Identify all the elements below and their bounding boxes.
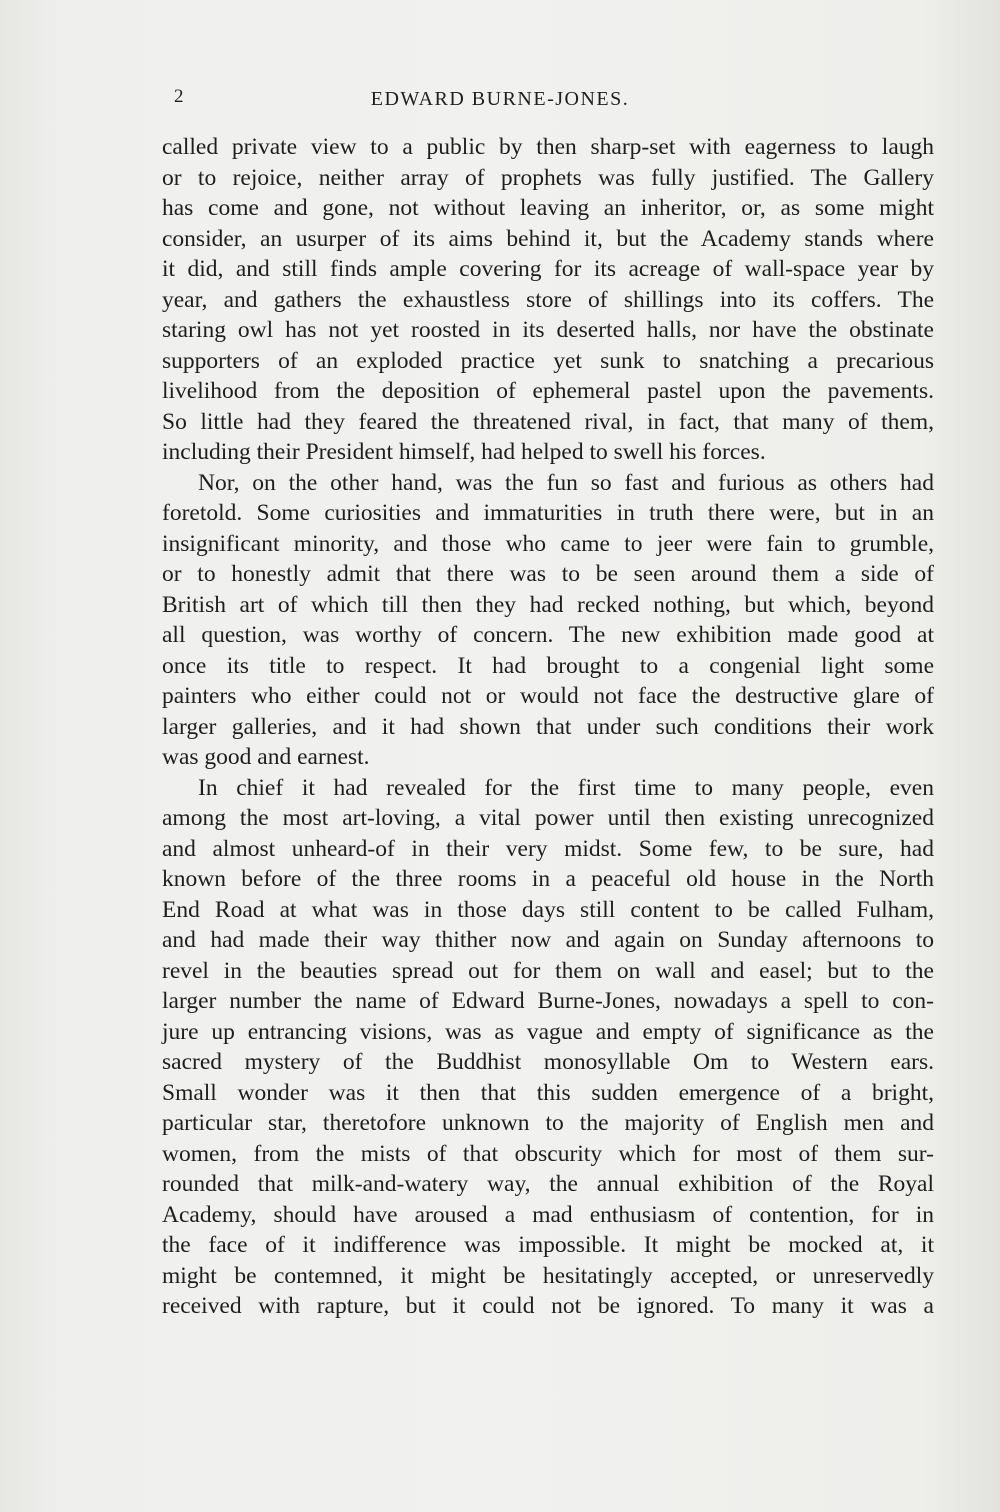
text-line: larger galleries, and it had shown that under such conditions their work [162,713,934,740]
body-text [162,132,934,1322]
text-line: received with rapture, but it could not be ignored. To many it was a [162,1293,934,1319]
paragraph-3 [162,773,934,1322]
text-line: or to honestly admit that there was to be seen around them a side of [162,561,934,587]
page-number: 2 [174,86,184,107]
text-line: Small wonder was it then that this sudden emergence of a bright, [162,1079,934,1106]
text-line: including their President himself, had helped to swell his forces. [162,439,766,465]
text-line: So little had they feared the threatened rival, in fact, that many of them, [162,408,934,435]
text-line: and almost unheard-of in their very midst. Some few, to be sure, had [162,835,934,862]
text-line: and had made their way thither now and again on Sunday afternoons to [162,927,934,953]
text-line: jure up entrancing visions, was as vague and empty of significance as the [162,1018,934,1045]
text-line: was good and earnest. [162,744,370,770]
text-line: consider, an usurper of its aims behind it, but the Academy stands where [162,225,934,252]
text-line: women, from the mists of that obscurity which for most of them sur- [162,1140,934,1167]
text-line: once its title to respect. It had brought to a congenial light some [162,652,934,679]
text-line: painters who either could not or would not face the destructive glare of [162,683,934,709]
text-line: End Road at what was in those days still content to be called Fulham, [162,896,934,923]
text-line: insignificant minority, and those who came to jeer were fain to grumble, [162,530,934,557]
text-line: British art of which till then they had recked nothing, but which, beyond [162,591,934,618]
text-line: Academy, should have aroused a mad enthusiasm of contention, for in [162,1201,934,1228]
text-line: rounded that milk-and-watery way, the annual exhibition of the Royal [162,1171,934,1197]
text-line: revel in the beauties spread out for them on wall and easel; but to the [162,957,934,984]
text-line: the face of it indifference was impossible. It might be mocked at, it [162,1232,934,1258]
text-line: Nor, on the other hand, was the fun so fast and furious as others had [198,469,934,496]
text-line: particular star, theretofore unknown to the majority of English men and [162,1110,934,1136]
text-line: has come and gone, not without leaving an inheritor, or, as some might [162,195,934,221]
text-line: In chief it had revealed for the first time to many people, even [198,774,934,801]
text-line: foretold. Some curiosities and immaturities in truth there were, but in an [162,500,934,526]
text-line: staring owl has not yet roosted in its deserted halls, nor have the obstinate [162,317,934,343]
text-line: all question, was worthy of concern. The new exhibition made good at [162,622,934,648]
text-line: might be contemned, it might be hesitatingly accepted, or unreservedly [162,1262,934,1289]
running-head: EDWARD BURNE-JONES. [370,88,630,110]
paragraph-2 [162,468,934,773]
text-line: it did, and still finds ample covering for its acreage of wall-space year by [162,256,934,282]
text-line: called private view to a public by then sharp-set with eagerness to laugh [162,134,934,160]
text-line: known before of the three rooms in a peaceful old house in the North [162,866,934,892]
text-line: supporters of an exploded practice yet sunk to snatching a precarious [162,347,934,374]
paragraph-1 [162,132,934,468]
text-line: larger number the name of Edward Burne-Jones, nowadays a spell to con- [162,988,934,1014]
text-line: livelihood from the deposition of ephemeral pastel upon the pavements. [162,378,934,404]
text-line: among the most art-loving, a vital power until then existing unrecognized [162,805,934,831]
text-line: year, and gathers the exhaustless store of shillings into its coffers. The [162,286,934,313]
text-line: or to rejoice, neither array of prophets was fully justified. The Gallery [162,164,934,191]
text-line: sacred mystery of the Buddhist monosyllable Om to Western ears. [162,1049,934,1075]
